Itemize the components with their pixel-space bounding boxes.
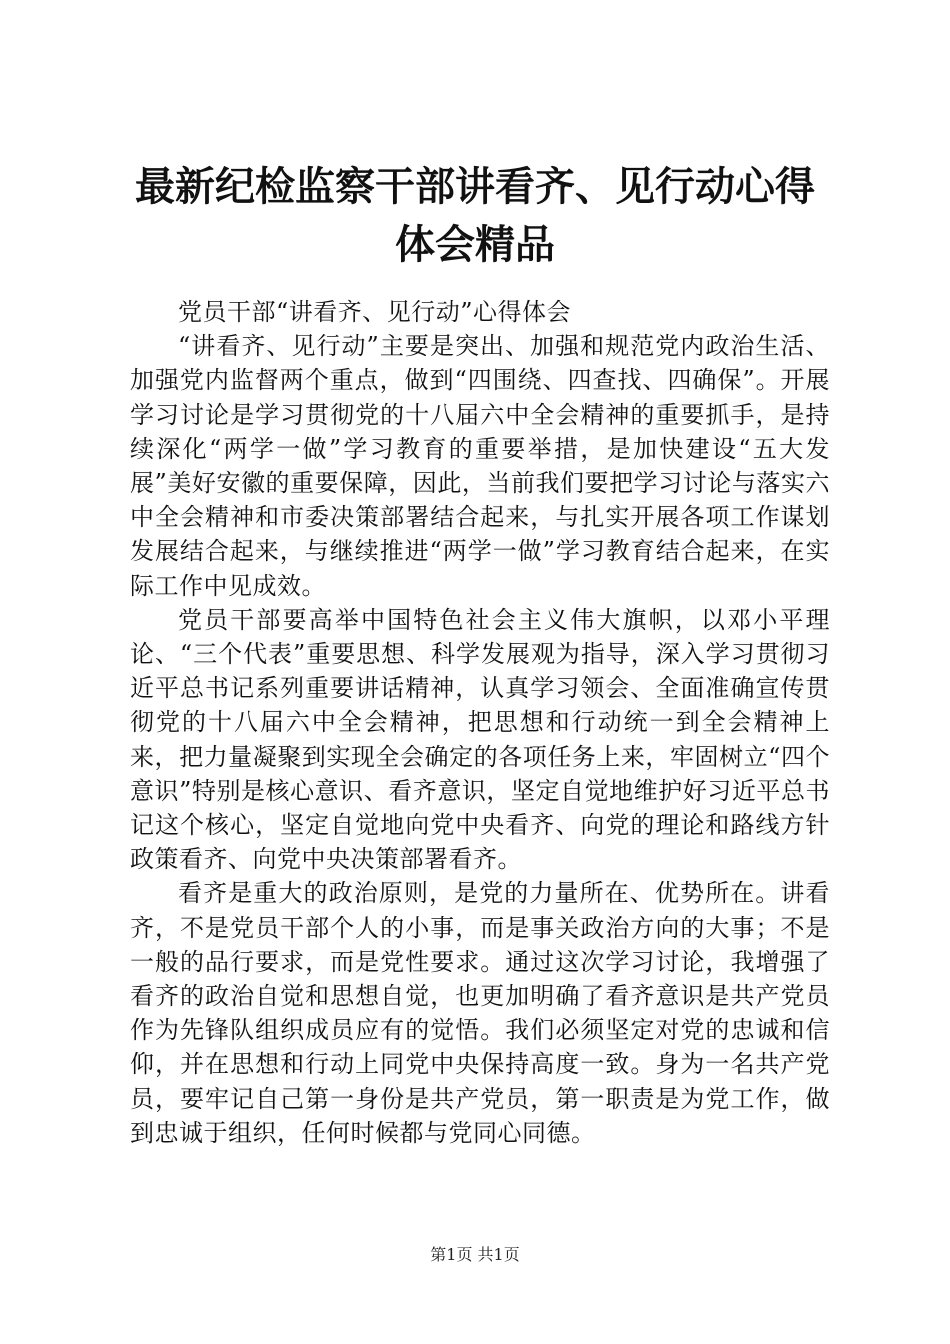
page-number-footer: 第1页 共1页	[430, 1245, 520, 1264]
paragraph-subtitle: 党员干部“讲看齐、见行动”心得体会	[178, 298, 572, 326]
paragraph-3: 看齐是重大的政治原则，是党的力量所在、优势所在。讲看齐，不是党员干部个人的小事，而是事关政治方向的大事；不是一般的品行要求，而是党性要求。通过这次学习讨论，我增强了看齐的政治自觉和思想自觉，也更加明确了看齐意识是共产党员作为先锋队组织成员应有的觉悟。我们必须坚定对党的忠诚和信仰，并在思想和行动上同党中央保持高度一致。身为一名共产党员，要牢记自己第一身份是共产党员，第一职责是为党工作，做到忠诚于组织，任何时候都与党同心同德。	[130, 879, 830, 1147]
paragraph-2: 党员干部要高举中国特色社会主义伟大旗帜，以邓小平理论、“三个代表”重要思想、科学发展观为指导，深入学习贯彻习近平总书记系列重要讲话精神，认真学习领会、全面准确宣传贯彻党的十八届六中全会精神，把思想和行动统一到全会精神上来，把力量凝聚到实现全会确定的各项任务上来，牢固树立“四个意识”特别是核心意识、看齐意识，坚定自觉地维护好习近平总书记这个核心，坚定自觉地向党中央看齐、向党的理论和路线方针政策看齐、向党中央决策部署看齐。	[130, 605, 830, 874]
document-title: 最新纪检监察干部讲看齐、见行动心得体会精品	[135, 164, 815, 268]
document-body	[130, 295, 830, 1150]
paragraph-1: “讲看齐、见行动”主要是突出、加强和规范党内政治生活、加强党内监督两个重点，做到“四围绕、四查找、四确保”。开展学习讨论是学习贯彻党的十八届六中全会精神的重要抓手，是持续深化“两学一做”学习教育的重要举措，是加快建设“五大发展”美好安徽的重要保障，因此，当前我们要把学习讨论与落实六中全会精神和市委决策部署结合起来，与扎实开展各项工作谋划发展结合起来，与继续推进“两学一做”学习教育结合起来，在实际工作中见成效。	[130, 332, 830, 600]
